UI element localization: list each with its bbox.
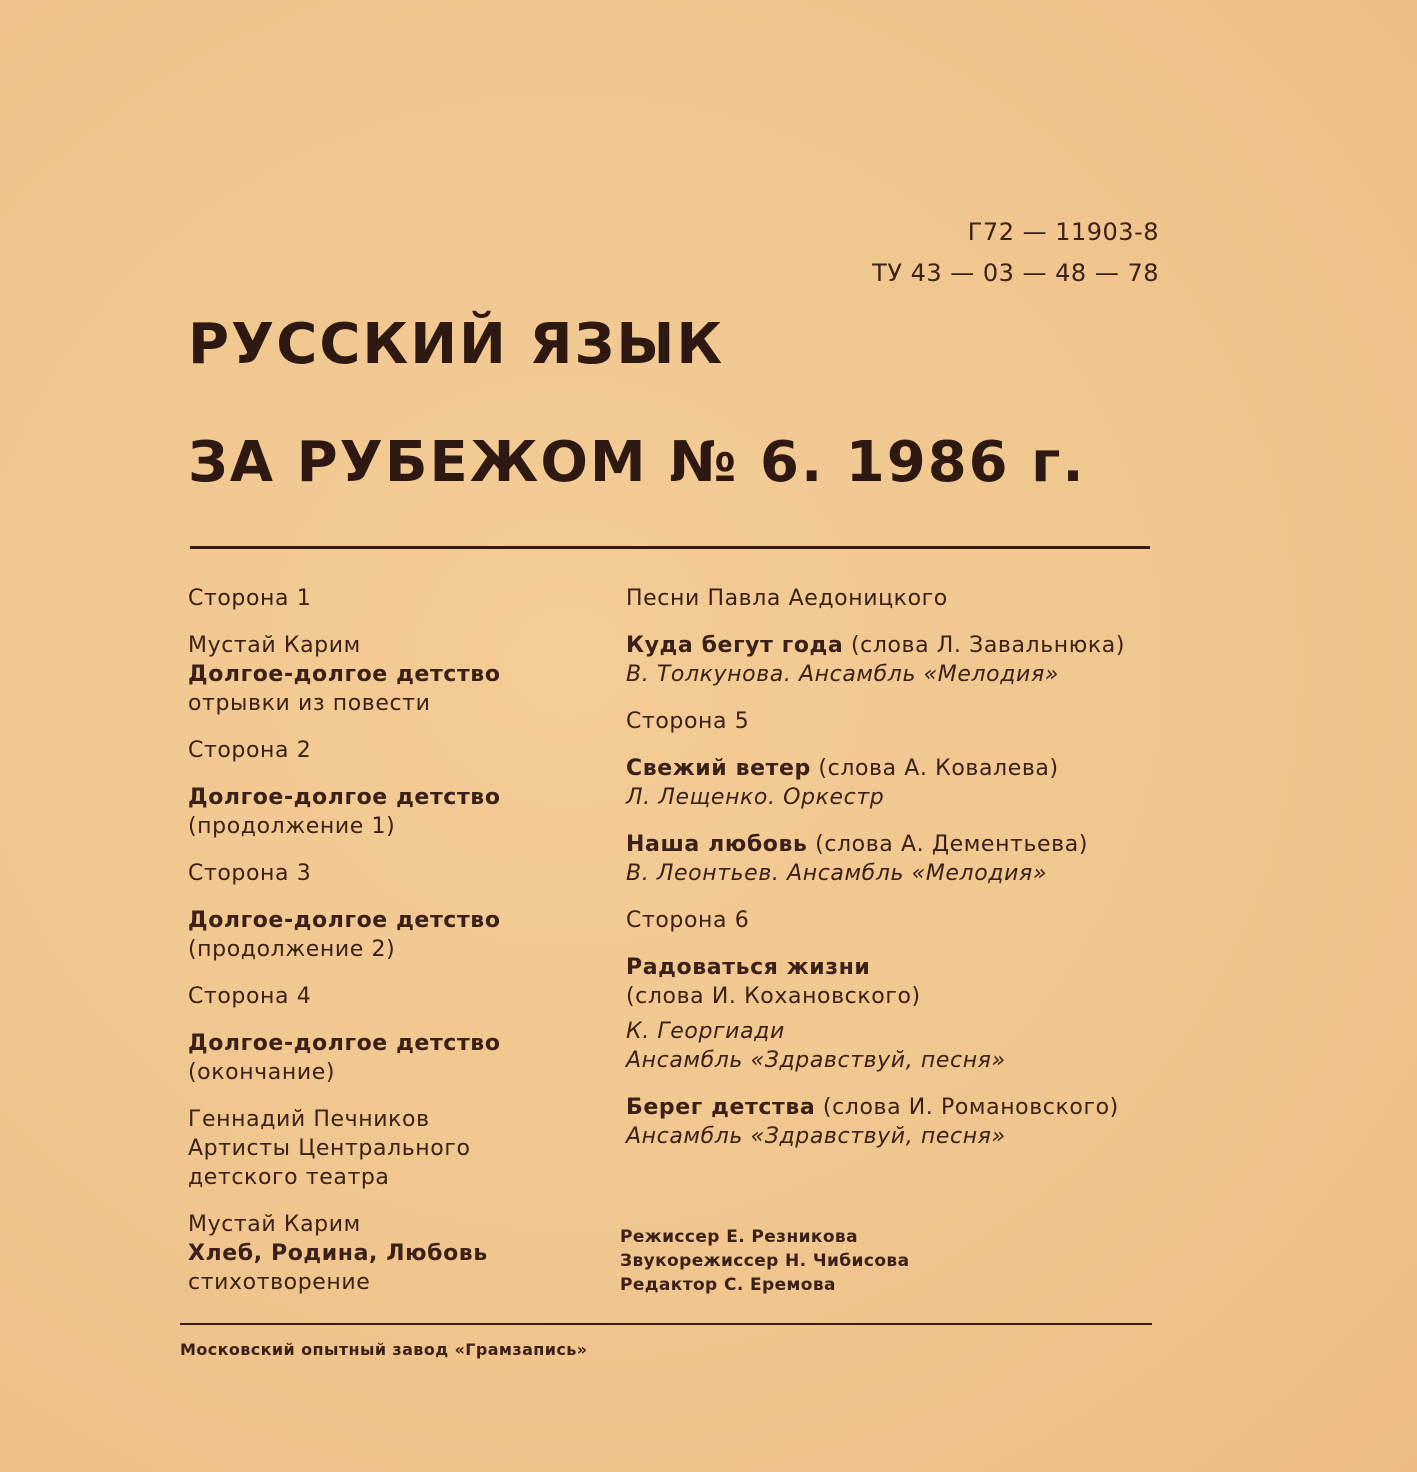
- side-label: Сторона 6: [626, 908, 750, 933]
- tech-spec-number: ТУ 43 — 03 — 48 — 78: [872, 259, 1159, 287]
- work-note: (продолжение 1): [188, 814, 396, 839]
- side-1-work: [188, 631, 501, 718]
- title-line-2: ЗА РУБЕЖОМ № 6. 1986 г.: [188, 430, 1086, 495]
- song-3: [626, 830, 1125, 888]
- song-performer: Ансамбль «Здравствуй, песня»: [626, 1048, 1006, 1073]
- catalog-codes: [872, 212, 1159, 294]
- author: Мустай Карим: [188, 633, 361, 658]
- song-1: [626, 631, 1125, 689]
- song-performer: Л. Лещенко. Оркестр: [626, 785, 885, 810]
- director-credit: Режиссер Е. Резникова: [620, 1227, 858, 1247]
- side-label: Сторона 3: [188, 861, 312, 886]
- work-title: Хлеб, Родина, Любовь: [188, 1241, 488, 1266]
- song-title: Куда бегут года: [626, 633, 844, 658]
- song-title: Наша любовь: [626, 832, 808, 857]
- side-label: Сторона 2: [188, 738, 312, 763]
- performer: Геннадий Печников: [188, 1107, 430, 1132]
- side-6-block: [626, 906, 1125, 935]
- song-words: (слова А. Дементьева): [807, 832, 1089, 857]
- side-3-block: [188, 859, 501, 888]
- side-2-block: [188, 736, 501, 765]
- work-note: стихотворение: [188, 1270, 371, 1295]
- side-4-work: [188, 1029, 501, 1087]
- song-4: [626, 953, 1125, 1075]
- factory-name: Московский опытный завод «Грамзапись»: [180, 1340, 588, 1359]
- editor-credit: Редактор С. Еремова: [620, 1275, 836, 1295]
- side-label: Сторона 4: [188, 984, 312, 1009]
- side-label: Сторона 1: [188, 586, 312, 611]
- song-words: (слова И. Романовского): [815, 1095, 1119, 1120]
- production-credits: [620, 1225, 909, 1297]
- work-note: отрывки из повести: [188, 691, 431, 716]
- song-performer: В. Толкунова. Ансамбль «Мелодия»: [626, 662, 1059, 687]
- song-words: (слова Л. Завальнюка): [843, 633, 1126, 658]
- song-performer: Ансамбль «Здравствуй, песня»: [626, 1124, 1006, 1149]
- song-5: [626, 1093, 1125, 1151]
- bottom-divider: [180, 1323, 1152, 1325]
- work-title: Долгое-долгое детство: [188, 662, 501, 687]
- side-4-block: [188, 982, 501, 1011]
- work-title: Долгое-долгое детство: [188, 1031, 501, 1056]
- side-2-work: [188, 783, 501, 841]
- author: Мустай Карим: [188, 1212, 361, 1237]
- right-column: [626, 584, 1125, 1169]
- performer: Артисты Центрального: [188, 1136, 471, 1161]
- songs-heading: Песни Павла Аедоницкого: [626, 586, 948, 611]
- work-title: Долгое-долгое детство: [188, 785, 501, 810]
- work-note: (продолжение 2): [188, 937, 396, 962]
- work-note: (окончание): [188, 1060, 336, 1085]
- song-performer: В. Леонтьев. Ансамбль «Мелодия»: [626, 861, 1048, 886]
- song-performer: К. Георгиади: [626, 1019, 785, 1044]
- performers: [188, 1105, 501, 1192]
- catalog-number: Г72 — 11903-8: [967, 218, 1159, 246]
- song-words: (слова А. Ковалева): [810, 756, 1059, 781]
- title-line-1: РУССКИЙ ЯЗЫК: [188, 312, 725, 377]
- song-2: [626, 754, 1125, 812]
- side-3-work: [188, 906, 501, 964]
- top-divider: [190, 546, 1150, 549]
- side-label: Сторона 5: [626, 709, 750, 734]
- side-1-block: [188, 584, 501, 613]
- song-title: Свежий ветер: [626, 756, 811, 781]
- song-title: Радоваться жизни: [626, 955, 871, 980]
- side-5-block: [626, 707, 1125, 736]
- work-title: Долгое-долгое детство: [188, 908, 501, 933]
- left-column: [188, 584, 501, 1315]
- song-title: Берег детства: [626, 1095, 816, 1120]
- performer: детского театра: [188, 1165, 390, 1190]
- songs-heading-block: [626, 584, 1125, 613]
- song-words: (слова И. Кохановского): [626, 984, 921, 1009]
- sound-credit: Звукорежиссер Н. Чибисова: [620, 1251, 910, 1271]
- poem: [188, 1210, 501, 1297]
